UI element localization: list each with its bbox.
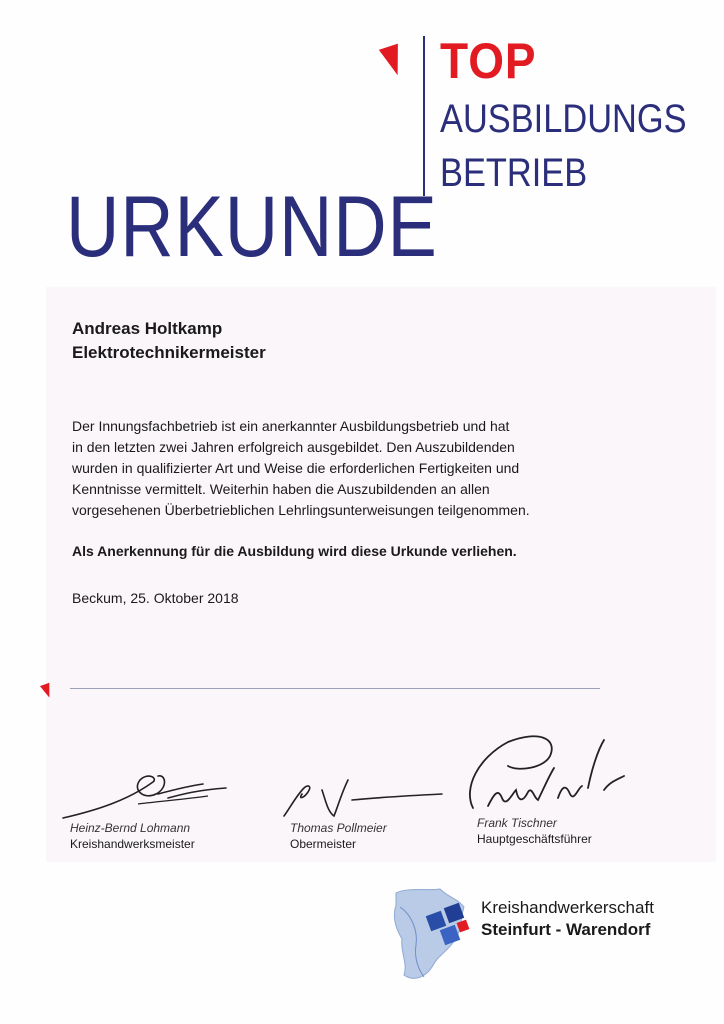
signer-role: Hauptgeschäftsführer <box>477 832 592 846</box>
body-line: Der Innungsfachbetrieb ist ein anerkannter Ausbildungsbetrieb und hat <box>72 418 510 434</box>
signer-3 <box>477 815 592 847</box>
signer-2 <box>290 820 387 852</box>
red-marker-icon <box>379 44 407 79</box>
badge-line-2: BETRIEB <box>440 151 588 195</box>
organization-line-1: Kreishandwerkerschaft <box>481 898 654 917</box>
badge-top: TOP <box>440 33 537 89</box>
signature-3-scribble <box>458 728 633 823</box>
signer-name: Heinz-Bernd Lohmann <box>70 821 191 835</box>
recipient-profession: Elektrotechnikermeister <box>72 343 266 362</box>
organization-name <box>481 897 654 941</box>
recipient-block <box>72 317 266 365</box>
signature-2-scribble <box>282 772 452 822</box>
signer-role: Kreishandwerksmeister <box>70 837 195 851</box>
header-divider <box>423 36 425 196</box>
body-line: Kenntnisse vermittelt. Weiterhin haben die Auszubildenden an allen <box>72 481 490 497</box>
certificate-title: URKUNDE <box>66 179 438 275</box>
recipient-name: Andreas Holtkamp <box>72 319 223 338</box>
signature-divider <box>70 688 600 689</box>
award-statement: Als Anerkennung für die Ausbildung wird diese Urkunde verliehen. <box>72 543 517 559</box>
organization-line-2: Steinfurt - Warendorf <box>481 920 651 939</box>
body-line: wurden in qualifizierter Art und Weise die erforderlichen Fertigkeiten und <box>72 460 520 476</box>
signer-role: Obermeister <box>290 837 357 851</box>
signer-1 <box>70 820 195 852</box>
signer-name: Frank Tischner <box>477 816 557 830</box>
badge-line-1: AUSBILDUNGS <box>440 97 687 141</box>
signer-name: Thomas Pollmeier <box>290 821 387 835</box>
place-date: Beckum, 25. Oktober 2018 <box>72 590 239 606</box>
body-line: in den letzten zwei Jahren erfolgreich ausgebildet. Den Auszubildenden <box>72 439 515 455</box>
region-map-logo-icon <box>388 885 480 985</box>
certificate-body <box>72 416 632 521</box>
body-line: vorgesehenen Überbetrieblichen Lehrlingsunterweisungen teilgenommen. <box>72 502 530 518</box>
signature-1-scribble <box>58 760 233 825</box>
